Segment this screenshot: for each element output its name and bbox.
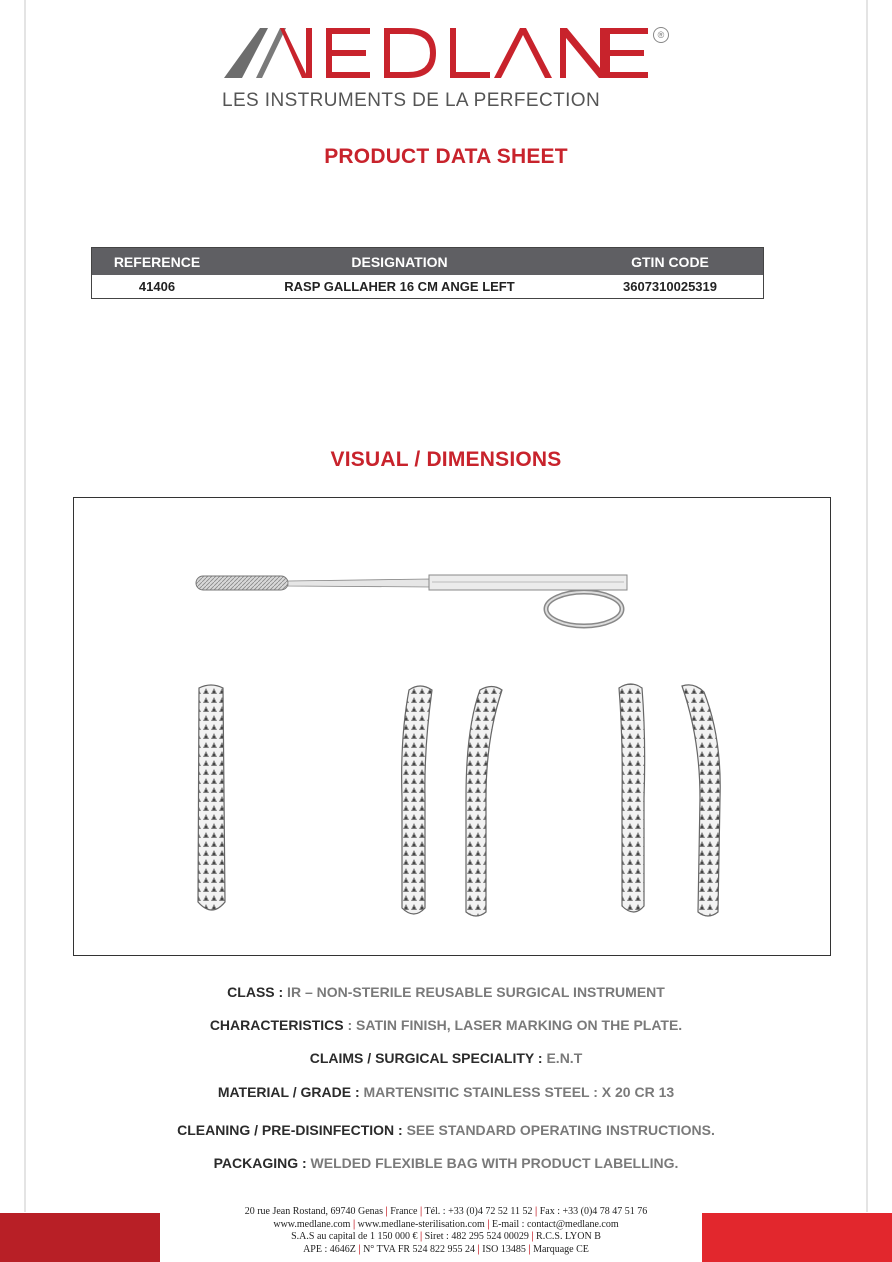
spec-packaging [0,1155,892,1171]
footer-fax: Fax : +33 (0)4 78 47 51 76 [539,1206,648,1217]
reference-table [91,247,764,299]
visual-frame [73,497,831,956]
spec-claims [0,1050,892,1066]
footer-phone: Tél. : +33 (0)4 72 52 11 52 [424,1206,533,1217]
rasp-tip-angled-front [619,684,645,912]
cell-reference: 41406 [138,279,176,294]
cell-gtin-code: 3607310025319 [623,279,717,294]
spec-characteristics [0,1017,892,1033]
company-footer [0,1206,892,1256]
cell-designation: RASP GALLAHER 16 CM ANGE LEFT [284,279,515,294]
header-gtin-code: GTIN CODE [631,253,709,270]
spec-packaging-value: WELDED FLEXIBLE BAG WITH PRODUCT LABELLING. [306,1155,679,1171]
footer-iso: ISO 13485 [482,1243,526,1255]
footer-registration-line: APE : 4646Z | N° TVA FR 524 822 955 24 | ISO 13485 | Marquage CE [303,1243,589,1255]
spec-cleaning-value: SEE STANDARD OPERATING INSTRUCTIONS. [402,1122,715,1138]
spec-claims-value: E.N.T [542,1050,583,1066]
table-header-row [92,248,763,275]
rasp-tip-curved-side [466,687,502,917]
header-designation: DESIGNATION [351,253,448,270]
spec-cleaning [0,1122,892,1138]
spec-characteristics-value: : SATIN FINISH, LASER MARKING ON THE PLATE. [343,1017,683,1033]
footer-vat: N° TVA FR 524 822 955 24 [363,1243,476,1255]
footer-address: 20 rue Jean Rostand, 69740 Genas [244,1206,384,1217]
footer-siret: Siret : 482 295 524 00029 [424,1231,529,1242]
spec-material-value: MARTENSITIC STAINLESS STEEL : X 20 CR 13 [359,1084,675,1100]
rasp-tip-angled-side [682,685,720,916]
spec-class-label: CLASS : [227,984,284,1000]
brand-tagline: LES INSTRUMENTS DE LA PERFECTION [222,90,601,111]
rasp-tip-straight [198,685,225,910]
footer-country: France [390,1206,418,1217]
footer-web-line: www.medlane.com | www.medlane-sterilisation.com | E-mail : contact@medlane.com [273,1218,619,1230]
footer-legal-line: S.A.S au capital de 1 150 000 € | Siret : 482 295 524 00029 | R.C.S. LYON B [291,1231,601,1242]
spec-cleaning-label: CLEANING / PRE-DISINFECTION : [177,1122,403,1138]
spec-material-label: MATERIAL / GRADE : [217,1084,360,1100]
table-row [92,275,763,298]
footer-email[interactable]: E-mail : contact@medlane.com [491,1218,619,1230]
footer-rcs: R.C.S. LYON B [536,1231,601,1242]
product-data-sheet-title: PRODUCT DATA SHEET [324,145,568,168]
spec-claims-label: CLAIMS / SURGICAL SPECIALITY : [309,1050,543,1066]
rasp-full-view [196,575,627,626]
spec-material [0,1084,892,1100]
instrument-illustration [74,498,830,955]
spec-class-value: IR – NON-STERILE REUSABLE SURGICAL INSTRUMENT [283,984,665,1000]
footer-capital: S.A.S au capital de 1 150 000 € [291,1231,418,1242]
spec-packaging-label: PACKAGING : [213,1155,307,1171]
medlane-logo [222,22,672,112]
footer-ce: Marquage CE [533,1243,589,1255]
spec-class [0,984,892,1000]
spec-characteristics-label: CHARACTERISTICS [209,1017,344,1033]
footer-website[interactable]: www.medlane.com [273,1218,351,1230]
header-reference: REFERENCE [113,253,201,270]
footer-address-line: 20 rue Jean Rostand, 69740 Genas | France | Tél. : +33 (0)4 72 52 11 52 | Fax : +33 (0)4 78 47 51 76 [244,1206,648,1217]
registered-mark: ® [653,27,669,43]
footer-website-sterilisation[interactable]: www.medlane-sterilisation.com [357,1218,485,1230]
footer-ape: APE : 4646Z [303,1243,356,1255]
visual-dimensions-title: VISUAL / DIMENSIONS [330,448,562,471]
logo-wordmark [222,22,652,84]
rasp-tip-curved-front [402,686,432,914]
